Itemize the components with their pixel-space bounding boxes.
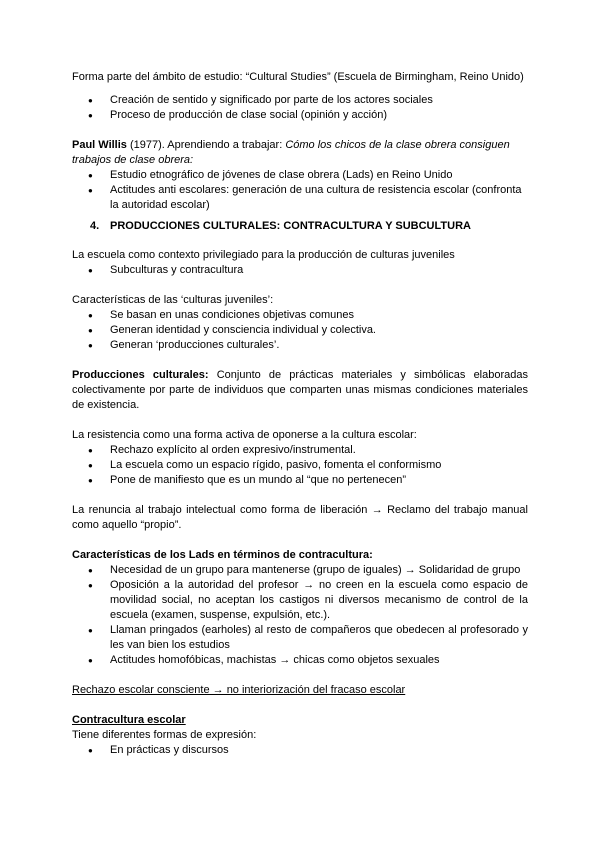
list-item: ● Se basan en unas condiciones objetivas comunes xyxy=(72,308,528,323)
list-item: ● Generan identidad y consciencia individual y colectiva. xyxy=(72,323,528,338)
list-item: ● Pone de manifiesto que es un mundo al “que no pertenecen” xyxy=(72,473,528,488)
escuela-list xyxy=(72,263,528,278)
section-heading xyxy=(72,219,528,234)
list-item: ● En prácticas y discursos xyxy=(72,743,528,758)
contracultura-paragraph: Tiene diferentes formas de expresión: xyxy=(72,729,257,741)
rechazo-text: Rechazo escolar consciente → no interiorización del fracaso escolar xyxy=(72,684,406,696)
list-item: ● Oposición a la autoridad del profesor → no creen en la escuela como espacio de movilidad social, no aceptan los castigos ni diversos mecanismo de control de la escuela (examen, suspense, expulsión, etc.). xyxy=(72,578,528,623)
resistencia-list xyxy=(72,443,528,488)
intro-list xyxy=(72,93,528,123)
escuela-paragraph: La escuela como contexto privilegiado para la producción de culturas juveniles xyxy=(72,249,455,261)
producciones-text: Conjunto de prácticas materiales y simbólicas elaboradas colectivamente por parte de individuos que comparten unas mismas condiciones materiales de existencia. xyxy=(72,369,528,411)
list-item: ● Proceso de producción de clase social (opinión y acción) xyxy=(72,108,528,123)
lads-heading-text: Características de los Lads en términos de contracultura: xyxy=(72,549,373,561)
rechazo-paragraph xyxy=(72,683,528,698)
resistencia-paragraph: La resistencia como una forma activa de oponerse a la cultura escolar: xyxy=(72,429,417,441)
willis-title: Cómo los chicos de la clase obrera consiguen trabajos de clase obrera: xyxy=(72,139,510,166)
section-number: 4. xyxy=(90,220,100,232)
list-item: ● Subculturas y contracultura xyxy=(72,263,528,278)
section-title: PRODUCCIONES CULTURALES: CONTRACULTURA Y SUBCULTURA xyxy=(110,220,471,232)
caracteristicas-paragraph: Características de las ‘culturas juveniles’: xyxy=(72,294,274,306)
list-item: ● Rechazo explícito al orden expresivo/instrumental. xyxy=(72,443,528,458)
contracultura-heading xyxy=(72,713,528,728)
list-item: ● Creación de sentido y significado por parte de los actores sociales xyxy=(72,93,528,108)
list-item: ● Necesidad de un grupo para mantenerse (grupo de iguales) → Solidaridad de grupo xyxy=(72,563,528,578)
lads-heading xyxy=(72,548,528,563)
willis-list xyxy=(72,168,528,213)
renuncia-paragraph: La renuncia al trabajo intelectual como forma de liberación → Reclamo del trabajo manual como aquello “propio”. xyxy=(72,504,528,531)
contracultura-heading-text: Contracultura escolar xyxy=(72,714,186,726)
willis-author: Paul Willis xyxy=(72,139,127,151)
intro-paragraph: Forma parte del ámbito de estudio: “Cultural Studies” (Escuela de Birmingham, Reino Unido) xyxy=(72,71,524,83)
willis-year: (1977). Aprendiendo a trabajar: xyxy=(126,139,286,151)
list-item: ● Generan ‘producciones culturales’. xyxy=(72,338,528,353)
list-item: ● Actitudes anti escolares: generación de una cultura de resistencia escolar (confronta la autoridad escolar) xyxy=(72,183,528,213)
caracteristicas-list xyxy=(72,308,528,353)
contracultura-list xyxy=(72,743,528,758)
list-item: ● Estudio etnográfico de jóvenes de clase obrera (Lads) en Reino Unido xyxy=(72,168,528,183)
list-item: ● Llaman pringados (earholes) al resto de compañeros que obedecen al profesorado y les van bien los estudios xyxy=(72,623,528,653)
producciones-label: Producciones culturales: xyxy=(72,369,209,381)
producciones-paragraph xyxy=(72,368,528,413)
lads-list xyxy=(72,563,528,668)
list-item: ● Actitudes homofóbicas, machistas → chicas como objetos sexuales xyxy=(72,653,528,668)
list-item: ● La escuela como un espacio rígido, pasivo, fomenta el conformismo xyxy=(72,458,528,473)
willis-paragraph xyxy=(72,138,528,168)
document-page xyxy=(72,70,528,758)
